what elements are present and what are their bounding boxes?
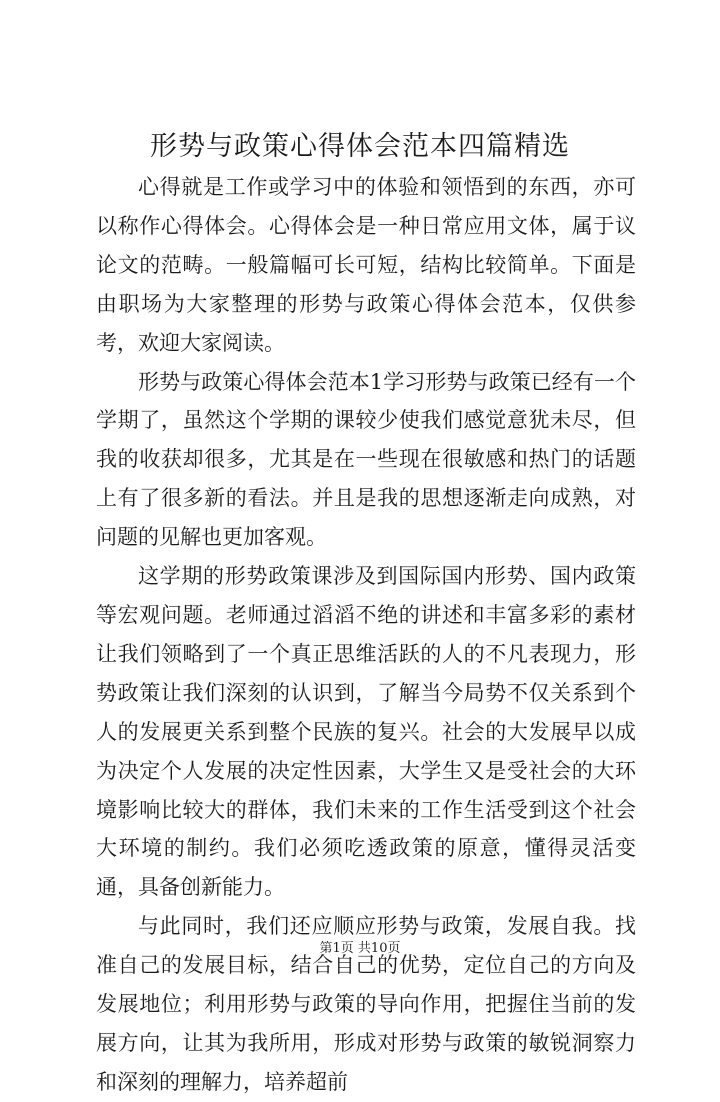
paragraph-course-topics: 这学期的形势政策课涉及到国际国内形势、国内政策等宏观问题。老师通过滔滔不绝的讲述和丰富多彩的素材让我们领略到了一个真正思维活跃的人的不凡表现力，形势政策让我们深刻的认识到，了解当今局势不仅关系到个人的发展更关系到整个民族的复兴。社会的大发展早以成为决定个人发展的决定性因素，大学生又是受社会的大环境影响比较大的群体，我们未来的工作生活受到这个社会大环境的制约。我们必须吃透政策的原意，懂得灵活变通，具备创新能力。 [96,564,636,900]
paragraph-self-development: 与此同时，我们还应顺应形势与政策，发展自我。找准自己的发展目标，结合自己的优势，定位自己的方向及发展地位；利用形势与政策的导向作用，把握住当前的发展方向，让其为我所用，形成对形势与政策的敏锐洞察力和深刻的理解力，培养超前 [96,914,636,1094]
paragraph-intro: 心得就是工作或学习中的体验和领悟到的东西，亦可以称作心得体会。心得体会是一种日常应用文体，属于议论文的范畴。一般篇幅可长可短，结构比较简单。下面是由职场为大家整理的形势与政策心得体会范本，仅供参考，欢迎大家阅读。 [96,175,636,355]
page-number-footer: 第1页 共10页 [319,941,401,956]
document-title: 形势与政策心得体会范本四篇精选 [150,131,570,162]
paragraph-sample-1: 形势与政策心得体会范本1学习形势与政策已经有一个学期了，虽然这个学期的课较少使我们感觉意犹未尽，但我的收获却很多，尤其是在一些现在很敏感和热门的话题上有了很多新的看法。并且是我的思想逐渐走向成熟，对问题的见解也更加客观。 [96,369,636,550]
document-body [96,168,636,1102]
